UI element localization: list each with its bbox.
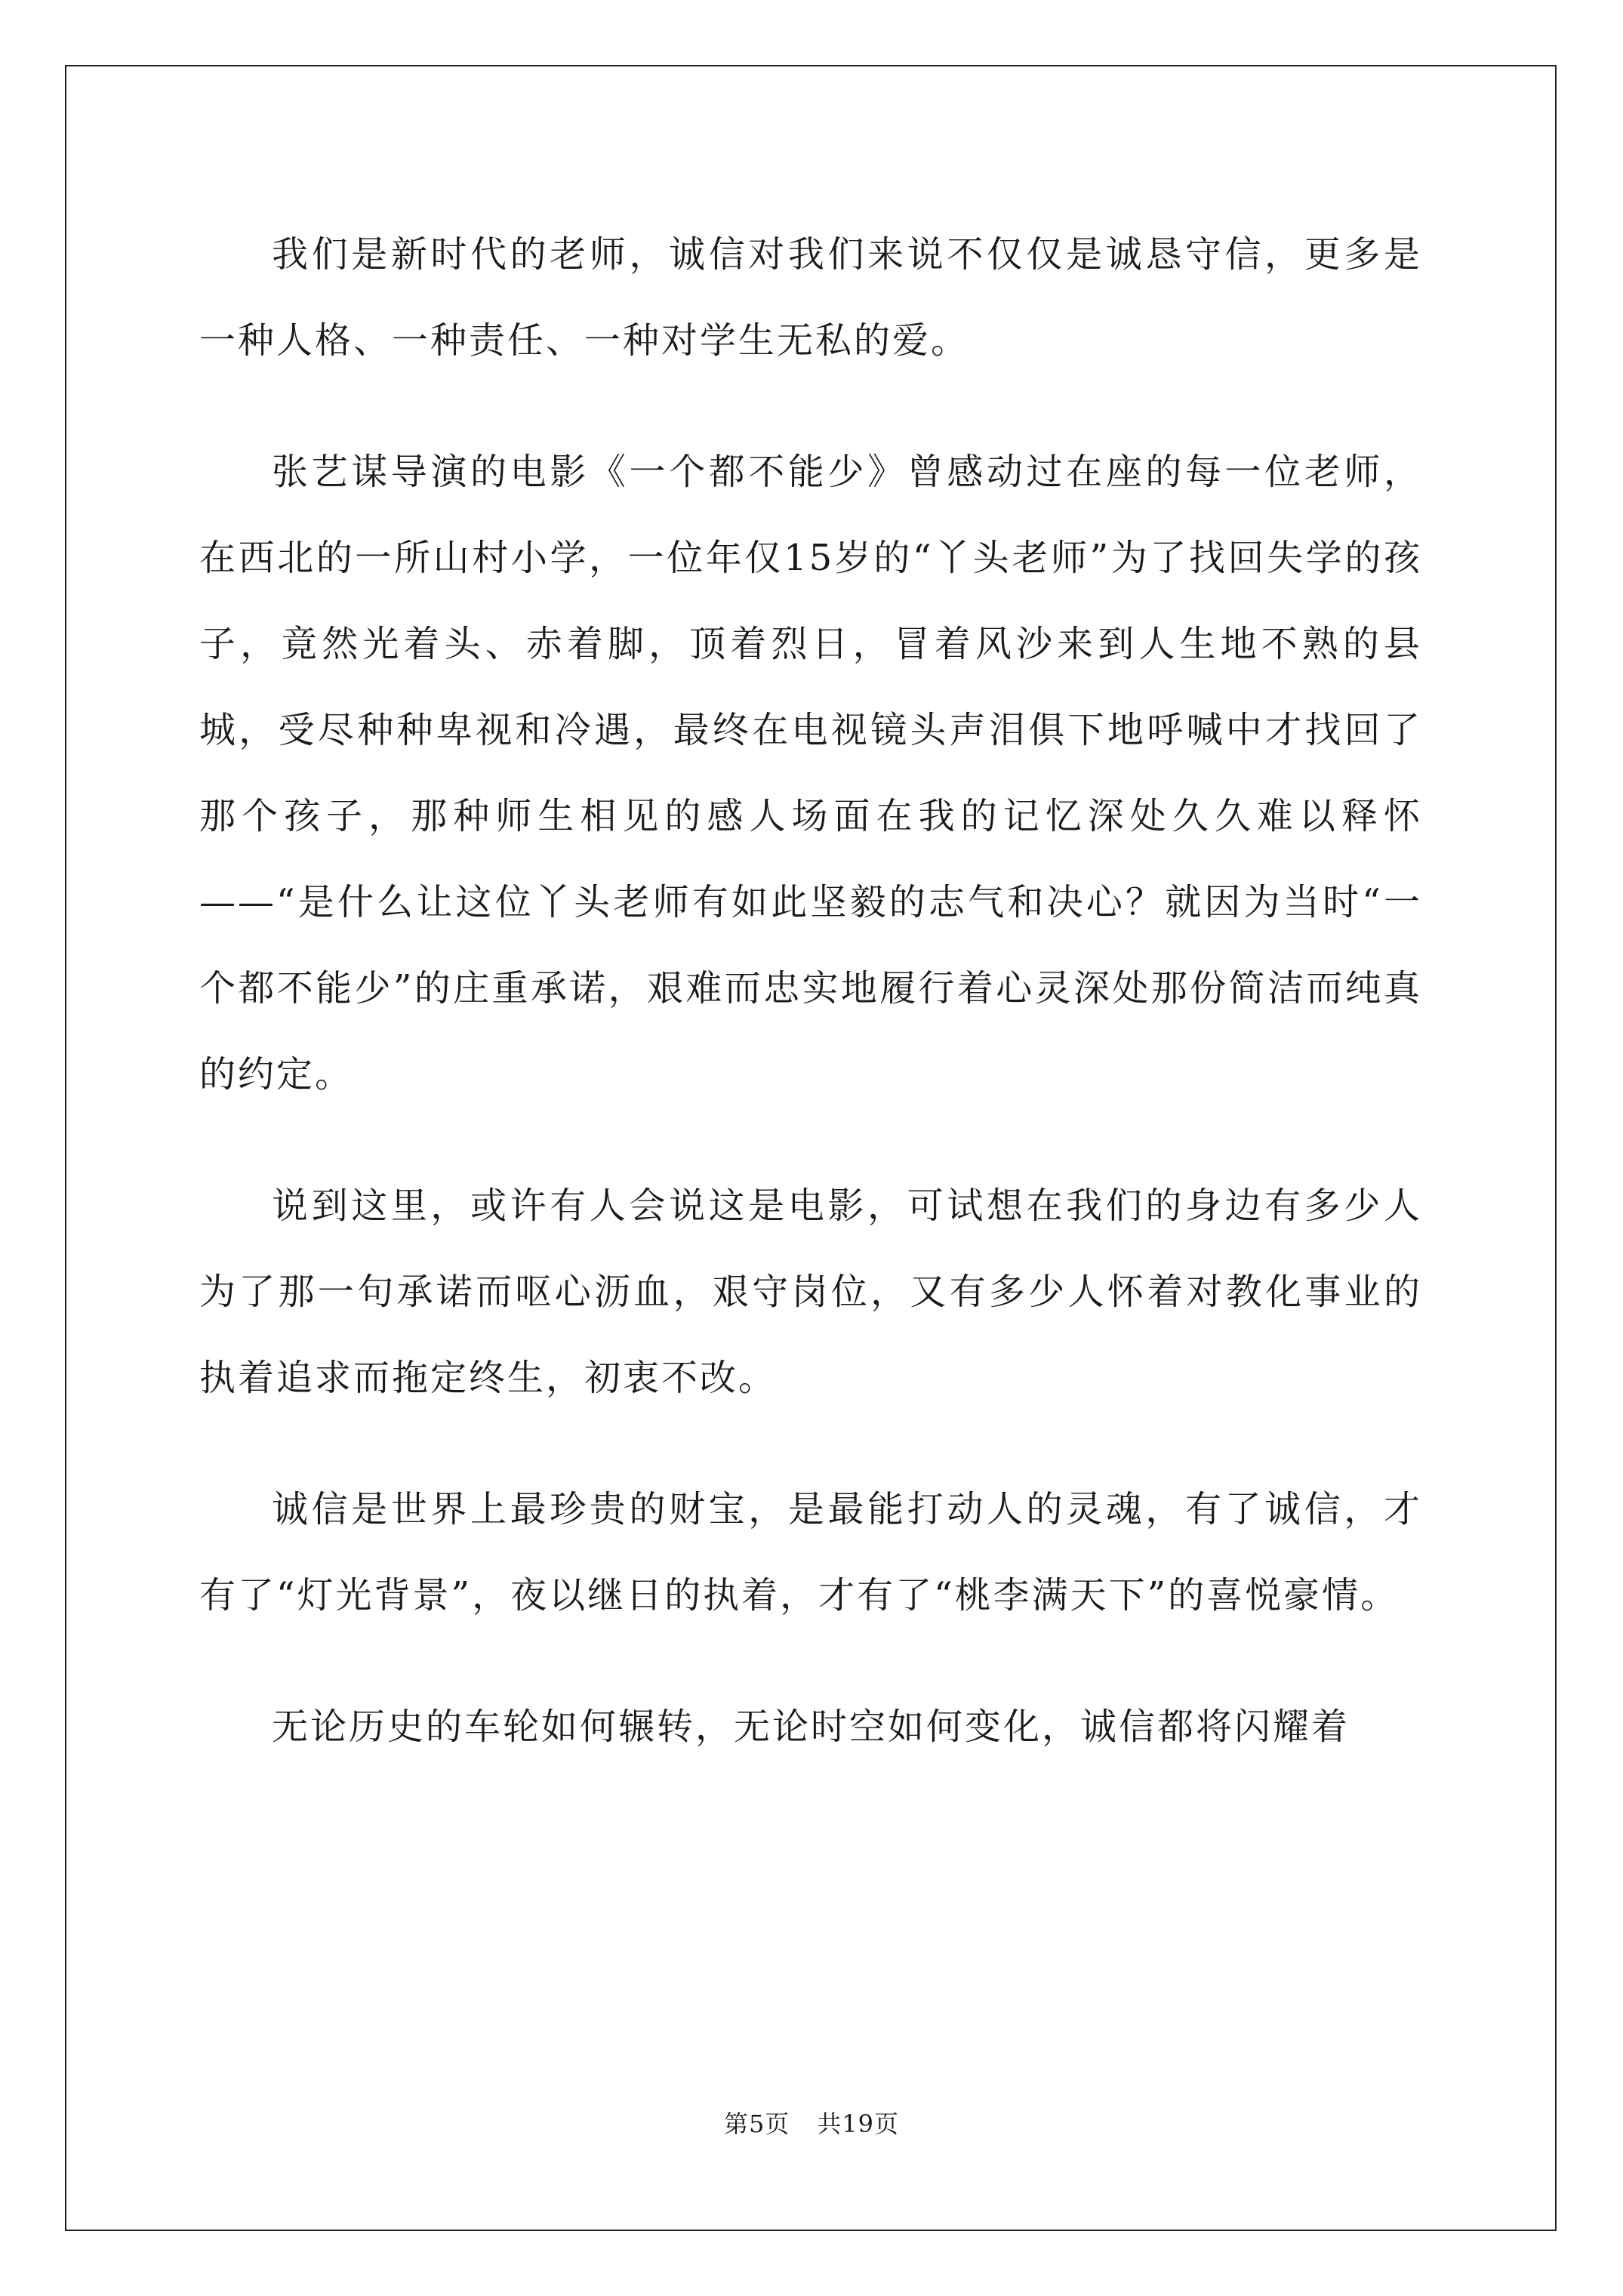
paragraph-2: 张艺谋导演的电影《一个都不能少》曾感动过在座的每一位老师，在西北的一所山村小学，一位年仅15岁的“丫头老师”为了找回失学的孩子，竟然光着头、赤着脚，顶着烈日，冒着风沙来到人生地不熟的县城，受尽种种卑视和冷遇，最终在电视镜头声泪俱下地呼喊中才找回了那个孩子，那种师生相见的感人场面在我的记忆深处久久难以释怀——“是什么让这位丫头老师有如此坚毅的志气和决心？就因为当时“一个都不能少”的庄重承诺，艰难而忠实地履行着心灵深处那份简洁而纯真的约定。	[199, 451, 1422, 1096]
paragraph-4: 诚信是世界上最珍贵的财宝，是最能打动人的灵魂，有了诚信，才有了“灯光背景”，夜以继日的执着，才有了“桃李满天下”的喜悦豪情。	[199, 1488, 1422, 1616]
page-footer	[0, 2109, 1623, 2139]
paragraph-3: 说到这里，或许有人会说这是电影，可试想在我们的身边有多少人为了那一句承诺而呕心沥血，艰守岗位，又有多少人怀着对教化事业的执着追求而拖定终生，初衷不改。	[199, 1185, 1422, 1399]
paragraph-5: 无论历史的车轮如何辗转，无论时空如何变化，诚信都将闪耀着	[272, 1706, 1350, 1748]
document-body	[199, 211, 1422, 1815]
paragraph-1: 我们是新时代的老师，诚信对我们来说不仅仅是诚恳守信，更多是一种人格、一种责任、一种对学生无私的爱。	[199, 233, 1422, 362]
page-number: 第5页	[723, 2110, 790, 2138]
page-total: 共19页	[817, 2110, 900, 2138]
